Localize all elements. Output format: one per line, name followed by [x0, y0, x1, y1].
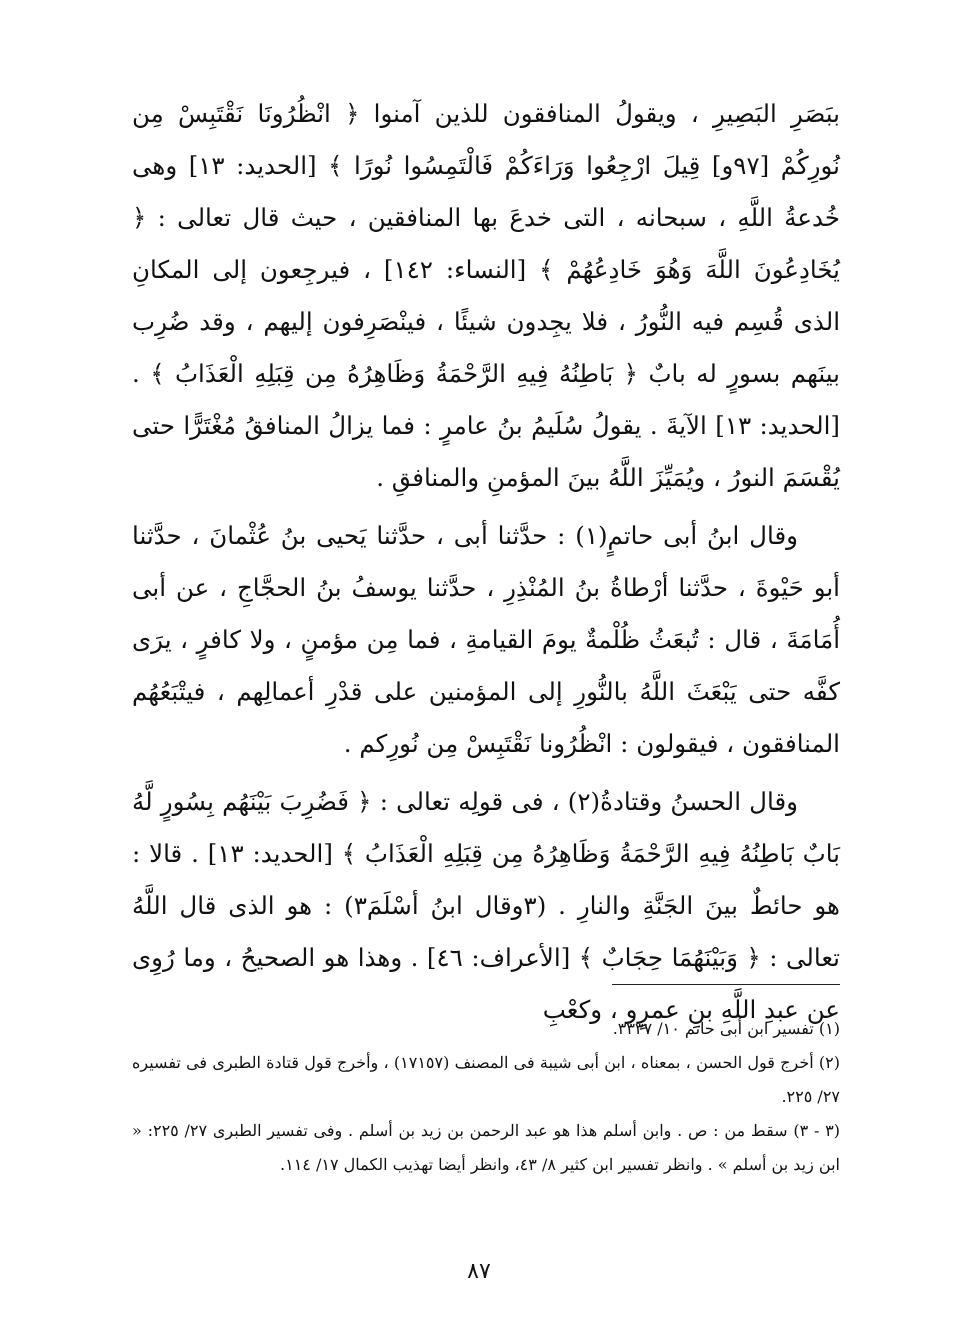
page-number: ٨٧ — [467, 1259, 491, 1284]
paragraph-1: ببَصَرِ البَصِيرِ ، ويقولُ المنافقون للذين آمنوا ﴿ انْظُرُونَا نَقْتَبِسْ مِن نُورِكُمْ [٩٧و] قِيلَ ارْجِعُوا وَرَاءَكُمْ فَالْتَمِسُوا نُورًا ﴾ [الحديد: ١٣] وهى خُدعةُ اللَّهِ ، سبحانه ، التى خدعَ بها المنافقين ، حيث قال تعالى : ﴿ يُخَادِعُونَ اللَّهَ وَهُوَ خَادِعُهُمْ ﴾ [النساء: ١٤٢] ، فيرجِعون إلى المكانِ الذى قُسِم فيه النُّورُ ، فلا يجِدون شيئًا ، فينْصَرِفون إليهم ، وقد ضُرِب بينَهم بسورٍ له بابٌ ﴿ بَاطِنُهُ فِيهِ الرَّحْمَةُ وَظَاهِرُهُ مِن قِبَلِهِ الْعَذَابُ ﴾ . [الحديد: ١٣] الآيةَ . يقولُ سُلَيمُ بنُ عامرٍ : فما يزالُ المنافقُ مُغْتَرًّا حتى يُقْسَمَ النورُ ، ويُمَيِّزَ اللَّهُ بينَ المؤمنِ والمنافقِ . — [132, 99, 840, 492]
footnote-separator — [612, 984, 840, 985]
footnote-2: (٢) أخرج قول الحسن ، بمعناه ، ابن أبى شيبة فى المصنف (١٧١٥٧) ، وأخرج قول قتادة الطبرى فى تفسيره ٢٧/ ٢٢٥. — [132, 1053, 840, 1106]
paragraph-2: وقال ابنُ أبى حاتمٍ(١) : حدَّثنا أبى ، حدَّثنا يَحيى بنُ عُثْمانَ ، حدَّثنا أبو حَيْوةَ ، حدَّثنا أرْطاةُ بنُ المُنْذِرِ ، حدَّثنا يوسفُ بنُ الحجَّاجِ ، عن أبى أُمَامَةَ ، قال : تُبعَثُ ظُلْمةٌ يومَ القيامةِ ، فما مِن مؤمنٍ ، ولا كافرٍ ، يرَى كفَّه حتى يَبْعَثَ اللَّهُ بالنُّورِ إلى المؤمنين على قدْرِ أعمالِهم ، فيتْبَعُهُم المنافقون ، فيقولون : انْظُرُونا نَقْتَبِسْ مِن نُورِكم . — [132, 521, 840, 758]
footnotes — [132, 1012, 840, 1182]
footnote-1: (١) تفسير ابن أبى حاتم ١٠/ ٣٣٣٧. — [612, 1019, 840, 1038]
paragraph-3: وقال الحسنُ وقتادةُ(٢) ، فى قولِه تعالى : ﴿ فَضُرِبَ بَيْنَهُم بِسُورٍ لَّهُ بَابٌ بَاطِنُهُ فِيهِ الرَّحْمَةُ وَظَاهِرُهُ مِن قِبَلِهِ الْعَذَابُ ﴾ [الحديد: ١٣] . قالا : هو حائطٌ بينَ الجَنَّةِ والنارِ . (٣وقال ابنُ أسْلَمَ٣) : هو الذى قال اللَّهُ تعالى : ﴿ وَبَيْنَهُمَا حِجَابٌ ﴾ [الأعراف: ٤٦] . وهذا هو الصحيحُ ، وما رُوِى عن عبدِ اللَّهِ بنِ عمرٍو ، وكعْبِ — [132, 787, 840, 1024]
footnote-3: (٣ - ٣) سقط من : ص . وابن أسلم هذا هو عبد الرحمن بن زيد بن أسلم . وفى تفسير الطبرى ٢٧/ ٢٢٥: « ابن زيد بن أسلم » . وانظر تفسير ابن كثير ٨/ ٤٣، وانظر أيضا تهذيب الكمال ١٧/ ١١٤. — [132, 1121, 840, 1174]
main-text — [132, 88, 840, 1042]
